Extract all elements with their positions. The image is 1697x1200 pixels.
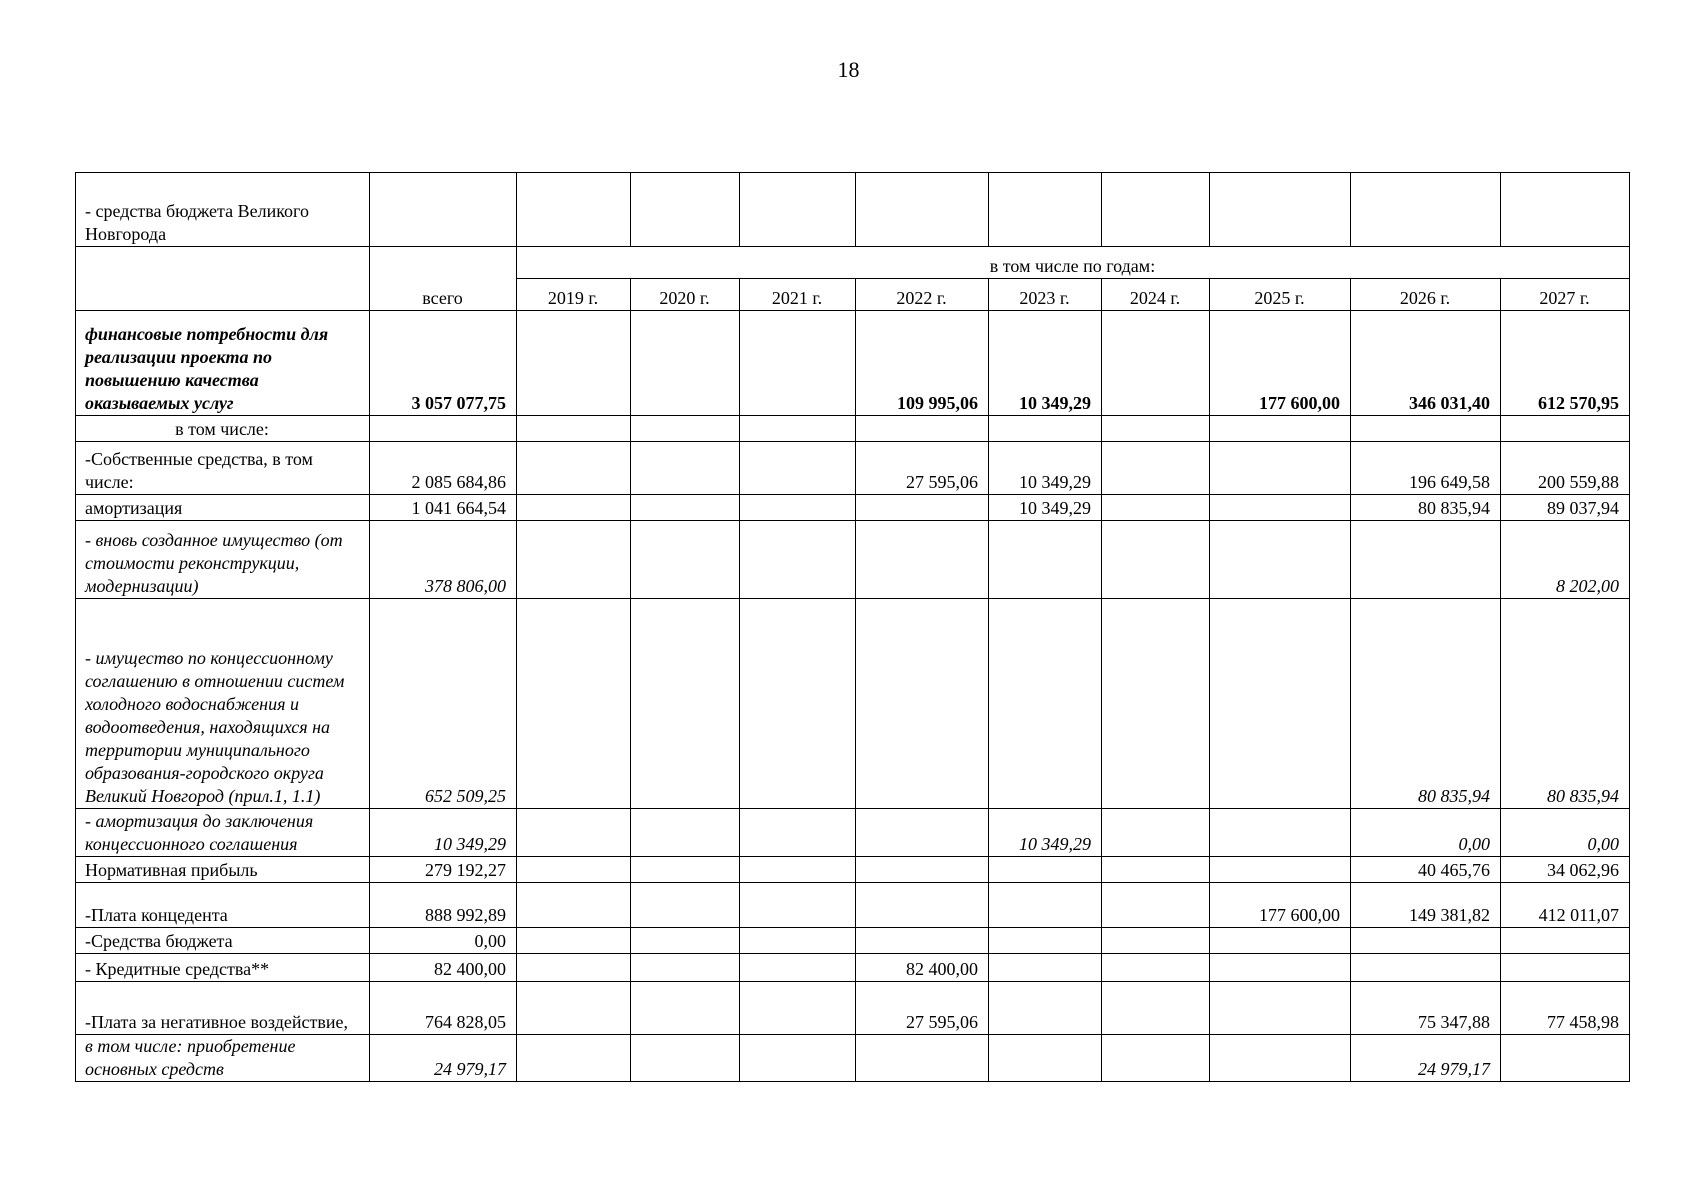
year-value-cell	[989, 954, 1102, 982]
table-row	[76, 982, 1630, 1035]
year-value-cell	[631, 311, 740, 416]
year-header: 2023 г.	[989, 279, 1102, 311]
year-value-cell: 27 595,06	[856, 982, 989, 1035]
year-value-cell	[856, 928, 989, 954]
year-value-cell	[989, 599, 1102, 809]
year-value-cell	[517, 442, 631, 495]
year-value-cell	[989, 416, 1102, 442]
year-value-cell	[517, 928, 631, 954]
year-value-cell	[740, 809, 856, 857]
year-value-cell: 149 381,82	[1351, 883, 1501, 928]
year-value-cell	[1102, 311, 1210, 416]
year-value-cell: 10 349,29	[989, 311, 1102, 416]
year-value-cell	[517, 521, 631, 599]
table-row	[76, 1035, 1630, 1082]
year-value-cell	[631, 442, 740, 495]
year-value-cell: 8 202,00	[1501, 521, 1630, 599]
row-label: -Собственные средства, в том числе:	[76, 442, 370, 495]
year-value-cell	[631, 982, 740, 1035]
budget-row	[76, 173, 1630, 247]
year-value-cell	[856, 495, 989, 521]
year-value-cell	[631, 495, 740, 521]
year-header: 2022 г.	[856, 279, 989, 311]
table-row	[76, 954, 1630, 982]
year-header: 2020 г.	[631, 279, 740, 311]
year-value-cell	[1102, 495, 1210, 521]
year-value-cell	[1210, 857, 1351, 883]
year-value-cell	[1102, 928, 1210, 954]
year-value-cell	[631, 857, 740, 883]
year-value-cell	[740, 599, 856, 809]
year-value-cell: 109 995,06	[856, 311, 989, 416]
year-value-cell	[1501, 1035, 1630, 1082]
year-header: 2027 г.	[1501, 279, 1630, 311]
year-value-cell	[517, 416, 631, 442]
budget-label: - средства бюджета Великого Новгорода	[76, 173, 370, 247]
year-value-cell	[1102, 809, 1210, 857]
year-value-cell: 24 979,17	[1351, 1035, 1501, 1082]
row-total: 10 349,29	[370, 809, 517, 857]
row-total: 378 806,00	[370, 521, 517, 599]
year-value-cell	[517, 1035, 631, 1082]
year-value-cell	[1210, 1035, 1351, 1082]
year-value-cell: 200 559,88	[1501, 442, 1630, 495]
year-value-cell: 346 031,40	[1351, 311, 1501, 416]
year-header: 2019 г.	[517, 279, 631, 311]
year-value-cell	[856, 1035, 989, 1082]
row-total: 24 979,17	[370, 1035, 517, 1082]
table-row	[76, 883, 1630, 928]
table-row	[76, 311, 1630, 416]
year-value-cell	[1351, 954, 1501, 982]
year-value-cell	[1210, 416, 1351, 442]
year-value-cell	[517, 954, 631, 982]
year-value-cell	[989, 857, 1102, 883]
year-value-cell: 612 570,95	[1501, 311, 1630, 416]
year-value-cell	[989, 521, 1102, 599]
year-header: 2021 г.	[740, 279, 856, 311]
row-label: амортизация	[76, 495, 370, 521]
year-value-cell: 177 600,00	[1210, 311, 1351, 416]
year-value-cell	[631, 416, 740, 442]
row-label: Нормативная прибыль	[76, 857, 370, 883]
row-label: в том числе:	[76, 416, 370, 442]
year-value-cell	[856, 416, 989, 442]
year-value-cell	[1210, 928, 1351, 954]
year-value-cell	[517, 495, 631, 521]
row-label: -Плата за негативное воздействие,	[76, 982, 370, 1035]
header-by-years: в том числе по годам:	[517, 247, 1630, 279]
year-value-cell	[517, 311, 631, 416]
year-value-cell: 412 011,07	[1501, 883, 1630, 928]
table-row	[76, 599, 1630, 809]
year-value-cell	[740, 495, 856, 521]
year-value-cell	[1102, 442, 1210, 495]
year-value-cell: 89 037,94	[1501, 495, 1630, 521]
year-value-cell	[1351, 416, 1501, 442]
year-value-cell: 10 349,29	[989, 495, 1102, 521]
year-value-cell: 75 347,88	[1351, 982, 1501, 1035]
year-value-cell: 27 595,06	[856, 442, 989, 495]
table-row	[76, 809, 1630, 857]
year-value-cell: 0,00	[1351, 809, 1501, 857]
year-value-cell	[1351, 928, 1501, 954]
year-value-cell	[517, 809, 631, 857]
year-value-cell	[856, 521, 989, 599]
year-value-cell	[856, 809, 989, 857]
year-header: 2025 г.	[1210, 279, 1351, 311]
year-value-cell	[856, 857, 989, 883]
header-row-1	[76, 247, 1630, 279]
year-value-cell	[517, 599, 631, 809]
row-label: в том числе: приобретение основных средств	[76, 1035, 370, 1082]
row-total: 888 992,89	[370, 883, 517, 928]
year-value-cell	[740, 521, 856, 599]
year-value-cell	[1351, 521, 1501, 599]
year-value-cell	[1210, 521, 1351, 599]
year-value-cell: 80 835,94	[1351, 599, 1501, 809]
table-row	[76, 495, 1630, 521]
year-value-cell: 10 349,29	[989, 809, 1102, 857]
table-row	[76, 857, 1630, 883]
year-value-cell	[740, 416, 856, 442]
year-value-cell	[517, 982, 631, 1035]
year-value-cell: 196 649,58	[1351, 442, 1501, 495]
row-total: 652 509,25	[370, 599, 517, 809]
year-value-cell: 34 062,96	[1501, 857, 1630, 883]
year-value-cell	[517, 883, 631, 928]
row-label: -Плата концедента	[76, 883, 370, 928]
year-value-cell	[1210, 982, 1351, 1035]
row-total: 0,00	[370, 928, 517, 954]
table-row	[76, 442, 1630, 495]
row-label: - имущество по концессионному соглашению в отношении систем холодного водоснабжения и водоотведения, находящихся на территории муниципального образования-городского округа Великий Новгород (прил.1, 1.1)	[76, 599, 370, 809]
year-header: 2026 г.	[1351, 279, 1501, 311]
year-value-cell	[517, 857, 631, 883]
year-value-cell	[1501, 954, 1630, 982]
row-label: -Средства бюджета	[76, 928, 370, 954]
year-value-cell: 0,00	[1501, 809, 1630, 857]
year-value-cell: 80 835,94	[1501, 599, 1630, 809]
row-label: финансовые потребности для реализации проекта по повышению качества оказываемых услуг	[76, 311, 370, 416]
year-value-cell	[1102, 1035, 1210, 1082]
year-value-cell	[1102, 883, 1210, 928]
year-value-cell	[1210, 495, 1351, 521]
year-value-cell	[1501, 416, 1630, 442]
year-value-cell	[740, 928, 856, 954]
year-value-cell: 40 465,76	[1351, 857, 1501, 883]
header-total: всего	[370, 247, 517, 311]
year-value-cell	[631, 521, 740, 599]
year-header: 2024 г.	[1102, 279, 1210, 311]
year-value-cell	[989, 982, 1102, 1035]
row-total: 3 057 077,75	[370, 311, 517, 416]
page-number: 18	[837, 57, 860, 82]
header-empty-cell	[76, 247, 370, 311]
year-value-cell: 80 835,94	[1351, 495, 1501, 521]
year-value-cell	[1102, 416, 1210, 442]
year-value-cell	[631, 883, 740, 928]
year-value-cell	[989, 883, 1102, 928]
row-total	[370, 416, 517, 442]
year-value-cell	[740, 1035, 856, 1082]
table-row	[76, 416, 1630, 442]
year-value-cell	[740, 883, 856, 928]
year-value-cell	[631, 809, 740, 857]
year-value-cell: 177 600,00	[1210, 883, 1351, 928]
year-value-cell	[1210, 954, 1351, 982]
year-value-cell	[1102, 954, 1210, 982]
table-row	[76, 521, 1630, 599]
year-value-cell	[856, 883, 989, 928]
year-value-cell	[1102, 599, 1210, 809]
year-value-cell	[740, 982, 856, 1035]
year-value-cell	[1210, 599, 1351, 809]
financing-table	[75, 172, 1630, 1082]
row-label: - вновь созданное имущество (от стоимости реконструкции, модернизации)	[76, 521, 370, 599]
year-value-cell	[1210, 809, 1351, 857]
year-value-cell: 82 400,00	[856, 954, 989, 982]
row-total: 764 828,05	[370, 982, 517, 1035]
year-value-cell	[856, 599, 989, 809]
year-value-cell	[740, 954, 856, 982]
row-label: - Кредитные средства**	[76, 954, 370, 982]
year-value-cell	[631, 928, 740, 954]
year-value-cell: 77 458,98	[1501, 982, 1630, 1035]
year-value-cell	[740, 442, 856, 495]
year-value-cell	[631, 1035, 740, 1082]
row-total: 279 192,27	[370, 857, 517, 883]
year-value-cell	[1102, 982, 1210, 1035]
row-total: 2 085 684,86	[370, 442, 517, 495]
row-total: 82 400,00	[370, 954, 517, 982]
year-value-cell	[740, 857, 856, 883]
year-value-cell	[1102, 857, 1210, 883]
year-value-cell	[989, 1035, 1102, 1082]
year-value-cell	[1102, 521, 1210, 599]
year-value-cell	[1501, 928, 1630, 954]
row-total: 1 041 664,54	[370, 495, 517, 521]
table-row	[76, 928, 1630, 954]
year-value-cell	[740, 311, 856, 416]
row-label: - амортизация до заключения концессионного соглашения	[76, 809, 370, 857]
year-value-cell	[989, 928, 1102, 954]
year-value-cell: 10 349,29	[989, 442, 1102, 495]
year-value-cell	[631, 954, 740, 982]
year-value-cell	[631, 599, 740, 809]
year-value-cell	[1210, 442, 1351, 495]
